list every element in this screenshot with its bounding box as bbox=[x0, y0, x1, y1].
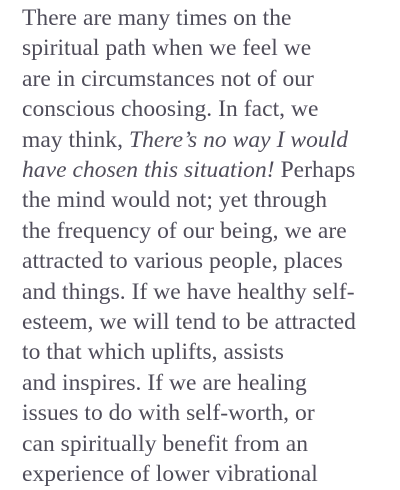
text-line-12: to that which uplifts, assists bbox=[22, 339, 284, 366]
text-line-7: the mind would not; yet through bbox=[22, 187, 328, 214]
text-line-2: spiritual path when we feel we bbox=[22, 35, 312, 62]
text-line-10: and things. If we have healthy self- bbox=[22, 278, 355, 305]
text-line-3: are in circumstances not of our bbox=[22, 65, 314, 92]
text-line-4: conscious choosing. In fact, we bbox=[22, 96, 319, 123]
text-line-15: can spiritually benefit from an bbox=[22, 430, 309, 457]
italic-quote: There’s no way I would bbox=[128, 126, 349, 153]
text-line-5: may think, There’s no way I would bbox=[22, 126, 349, 153]
text-line-1: There are many times on the bbox=[22, 5, 292, 31]
italic-quote: have chosen this situation! bbox=[22, 157, 275, 184]
text-line-11: esteem, we will tend to be attracted bbox=[22, 309, 356, 336]
text-line-16: experience of lower vibrational bbox=[22, 461, 318, 488]
text-line-6: have chosen this situation! Perhaps bbox=[22, 157, 356, 184]
text-line-13: and inspires. If we are healing bbox=[22, 369, 307, 396]
text-line-9: attracted to various people, places bbox=[22, 248, 343, 275]
text-line-8: the frequency of our being, we are bbox=[22, 217, 347, 244]
body-paragraph bbox=[22, 3, 394, 490]
text-line-14: issues to do with self-worth, or bbox=[22, 400, 315, 427]
book-page bbox=[22, 3, 394, 490]
